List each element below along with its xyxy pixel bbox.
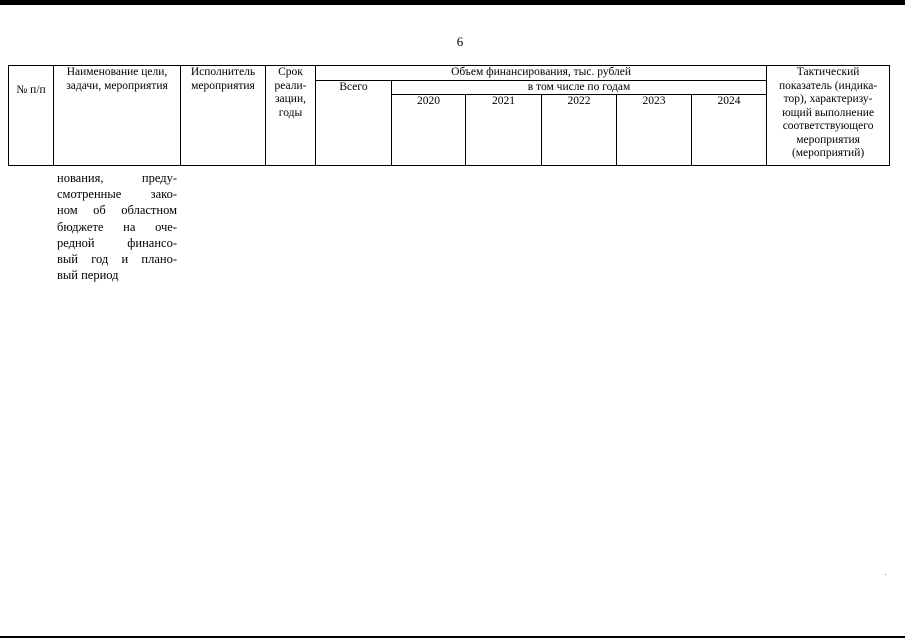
text-line: редной финансо- [57,235,177,250]
header-year-2020: 2020 [392,95,466,166]
header-indicator: Тактический показатель (индика-тор), характеризу-ющий выполнение соответствующего мероприятия (мероприятий) [767,66,890,166]
page-number: 6 [456,34,464,49]
header-name: Наименование цели, задачи, мероприятия [54,66,181,166]
text-line: бюджете на оче- [57,219,177,234]
program-table-header [8,65,890,166]
scan-edge-top [0,0,905,5]
header-total: Всего [316,80,392,166]
header-term: Срок реали-зации, годы [266,66,316,166]
header-financing: Объем финансирования, тыс. рублей [316,66,767,81]
scan-speck [885,574,886,575]
text-line: смотренные зако- [57,187,177,202]
scan-edge-bottom [0,636,905,638]
text-line: ном об областном [57,203,177,218]
header-year-2022: 2022 [542,95,617,166]
text-line: вый год и плано- [57,252,177,267]
header-executor: Исполнитель мероприятия [181,66,266,166]
header-by-years: в том числе по годам [392,80,767,95]
header-year-2023: 2023 [617,95,692,166]
header-number: № п/п [9,66,54,166]
header-year-2021: 2021 [466,95,542,166]
continued-cell-text [57,170,177,283]
text-line: нования, преду- [57,171,177,185]
text-line: вый период [57,268,119,283]
header-year-2024: 2024 [692,95,767,166]
